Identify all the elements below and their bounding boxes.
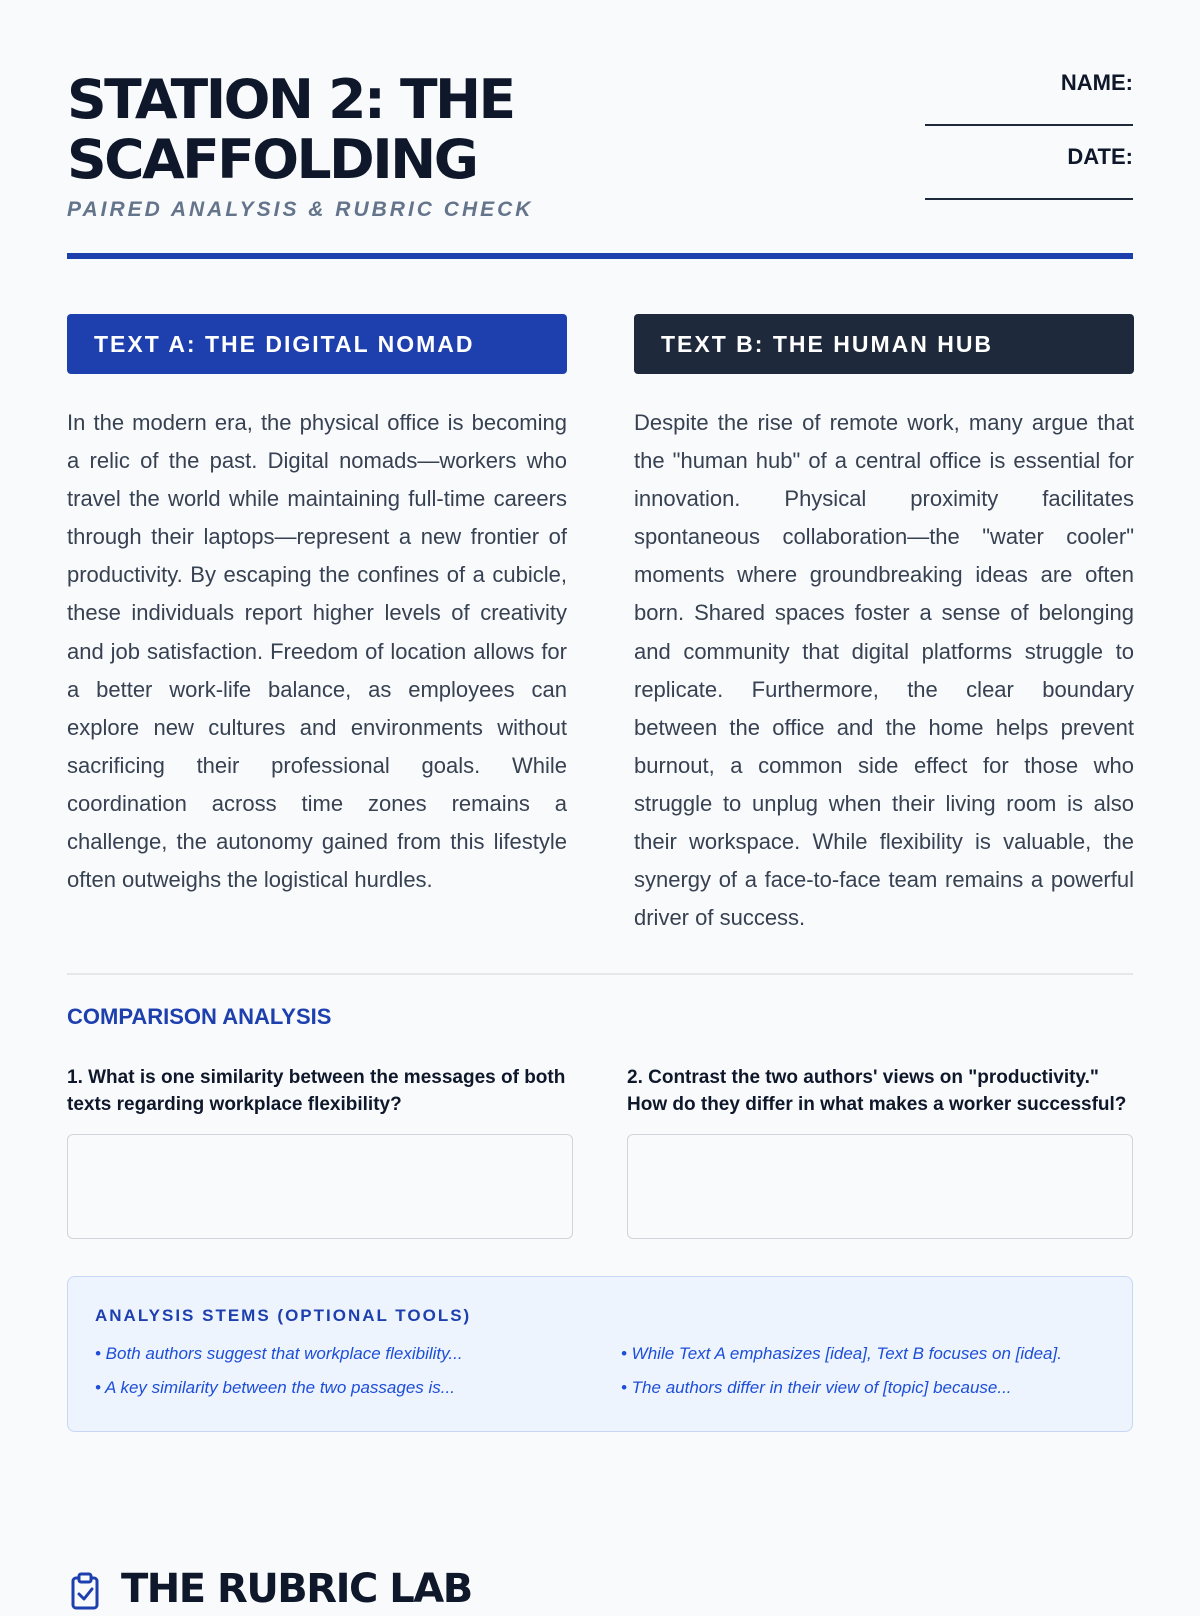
- comparison-title: COMPARISON ANALYSIS: [67, 1004, 332, 1029]
- header-divider: [67, 253, 1133, 259]
- answer-box-2[interactable]: [627, 1134, 1133, 1239]
- stem-item: • Both authors suggest that workplace flexibility...: [95, 1344, 463, 1363]
- answer-box-1[interactable]: [67, 1134, 573, 1239]
- text-b-heading: TEXT B: THE HUMAN HUB: [634, 314, 1134, 374]
- stem-item: • A key similarity between the two passages is...: [95, 1378, 455, 1397]
- text-b-body: Despite the rise of remote work, many argue that the "human hub" of a central office is essential for innovation. Physical proximity facilitates spontaneous collaboration—the "water cooler" moments where groundbreaking ideas are often born. Shared spaces foster a sense of belonging and community that digital platforms struggle to replicate. Furthermore, the clear boundary between the office and the home helps prevent burnout, a common side effect for those who struggle to unplug when their living room is also their workspace. While flexibility is valuable, the synergy of a face-to-face team remains a powerful driver of success.: [634, 410, 1134, 931]
- date-label: DATE:: [1067, 144, 1133, 169]
- text-a-heading: TEXT A: THE DIGITAL NOMAD: [67, 314, 567, 374]
- page-title: [67, 70, 638, 190]
- worksheet-header: [67, 70, 1133, 230]
- rubric-lab-title: THE RUBRIC LAB: [121, 1566, 472, 1612]
- question-2: [627, 1064, 1134, 1239]
- text-a-body: In the modern era, the physical office is becoming a relic of the past. Digital nomads—workers who travel the world while maintaining full-time careers through their laptops—represent a new frontier of productivity. By escaping the confines of a cubicle, these individuals report higher levels of creativity and job satisfaction. Freedom of location allows for a better work-life balance, as employees can explore new cultures and environments without sacrificing their professional goals. While coordination across time zones remains a challenge, the autonomy gained from this lifestyle often outweighs the logistical hurdles.: [67, 410, 567, 893]
- text-b-column: [634, 314, 1134, 959]
- name-line[interactable]: [925, 96, 1133, 126]
- section-divider: [67, 973, 1133, 975]
- student-info: [913, 70, 1133, 218]
- question-1-text: 1. What is one similarity between the messages of both texts regarding workplace flexibility?: [67, 1067, 566, 1115]
- clipboard-check-icon: [70, 1572, 100, 1610]
- question-2-text: 2. Contrast the two authors' views on "productivity." How do they differ in what makes a worker successful?: [627, 1067, 1127, 1115]
- page-subtitle: PAIRED ANALYSIS & RUBRIC CHECK: [67, 198, 534, 221]
- stem-item: • While Text A emphasizes [idea], Text B focuses on [idea].: [621, 1344, 1062, 1363]
- date-line[interactable]: [925, 170, 1133, 200]
- question-1: [67, 1064, 574, 1239]
- name-label: NAME:: [1060, 70, 1133, 95]
- page-title-line-2: SCAFFOLDING: [67, 128, 477, 191]
- analysis-stems-box: [67, 1276, 1133, 1432]
- analysis-stems-title: ANALYSIS STEMS (OPTIONAL TOOLS): [95, 1306, 472, 1325]
- text-a-column: [67, 314, 567, 921]
- stem-item: • The authors differ in their view of [topic] because...: [621, 1378, 1012, 1397]
- page-title-line-1: STATION 2: THE: [67, 68, 514, 131]
